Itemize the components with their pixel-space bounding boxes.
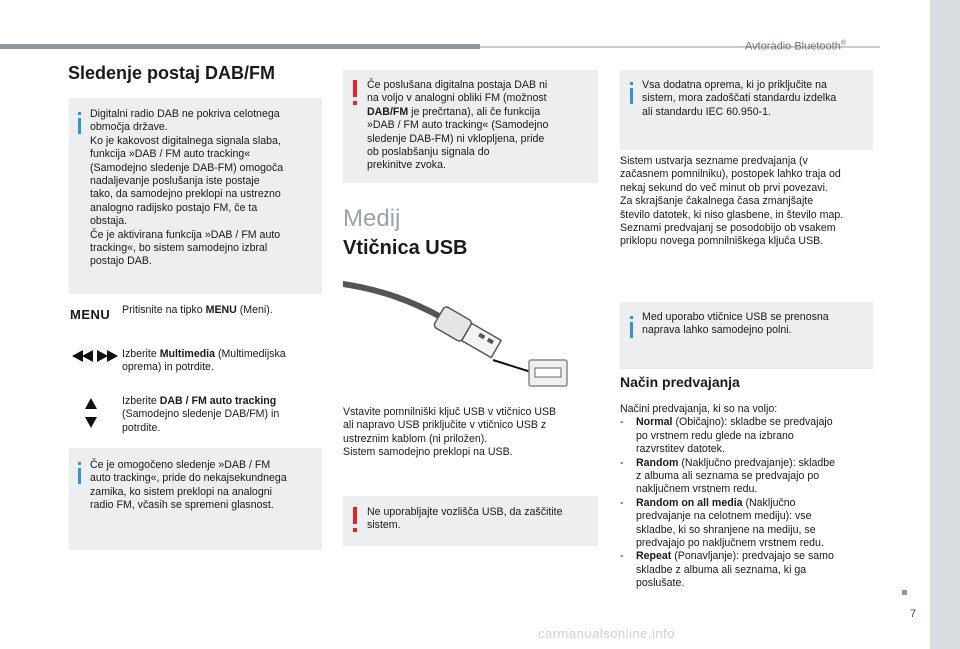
text-span: (Običajno): skladbe se predvajajo <box>672 416 833 429</box>
text-line: radio FM, včasih se spremeni glasnost. <box>90 499 274 512</box>
running-header-title: Avtoradio Bluetooth <box>745 40 841 53</box>
text-line: priklopu novega pomnilniškega ključa USB. <box>620 235 824 248</box>
left-right-arrows-icon <box>72 349 118 363</box>
step-line: (Samodejno sledenje DAB/FM) in <box>122 408 280 421</box>
list-item <box>620 457 885 497</box>
step-line <box>122 348 322 361</box>
text-line: predvajajo po naključnem vrstnem redu. <box>636 537 824 550</box>
subsection-title-usb: Vtičnica USB <box>343 237 468 259</box>
subsection-title-play-mode: Način predvajanja <box>620 374 740 390</box>
text-line: Sistem ustvarja sezname predvajanja (v <box>620 155 808 167</box>
text-line: Digitalni radio DAB ne pokriva celotnega <box>90 108 280 120</box>
text-span: je prečrtana), ali če funkcija <box>408 105 541 118</box>
step-select-multimedia <box>122 348 322 375</box>
text-line: sistem, mora zadoščati standardu izdelka <box>642 92 837 105</box>
info-icon <box>75 462 84 484</box>
section-title-dab-fm: Sledenje postaj DAB/FM <box>68 63 276 83</box>
text-line: sistem. <box>367 519 401 532</box>
play-modes <box>620 403 885 591</box>
text-line: Ko je kakovost digitalnega signala slaba, <box>90 134 281 147</box>
running-header <box>745 40 846 53</box>
usb-instructions <box>343 406 603 460</box>
text-span: (Naključno predvajanje): skladbe <box>678 456 836 469</box>
info-box-dab <box>69 98 322 294</box>
text-line: »DAB / FM auto tracking« (Samodejno <box>367 119 549 132</box>
info-box-charging <box>620 302 873 369</box>
page-marker <box>902 590 907 595</box>
step-text: (Multimedijska <box>215 348 286 360</box>
text-line <box>636 457 885 470</box>
step-key: MENU <box>205 304 237 316</box>
text-line: ustreznim kablom (ni priložen). <box>343 432 488 445</box>
bold-term: DAB/FM <box>367 105 409 118</box>
text-line: Vstavite pomnilniški ključ USB v vtičnico USB <box>343 406 557 418</box>
step-text: Izberite <box>122 348 160 360</box>
text-line: ali napravo USB priključite v vtičnico USB z <box>343 419 547 432</box>
text-line: analogno radijsko postajo FM, če ta <box>90 201 258 214</box>
text-line: Ne uporabljajte vozlišča USB, da zaščitite <box>367 506 563 518</box>
text-line: območja države. <box>90 121 168 134</box>
step-text: (Meni). <box>236 304 273 316</box>
text-line: skladbe, ki so shranjene na mediju, se <box>636 523 816 536</box>
step-press-menu <box>122 304 322 317</box>
warning-icon <box>350 80 360 106</box>
text-line: skladbe z albuma ali seznama, ki ga <box>636 563 807 576</box>
text-line: tracking«, bo sistem samodejno izbral <box>90 242 268 255</box>
watermark: carmanualsonline.info <box>538 626 675 641</box>
text-line <box>367 106 595 119</box>
warning-icon <box>350 507 360 533</box>
info-text <box>642 311 870 338</box>
page-number: 7 <box>910 608 917 620</box>
step-text: Pritisnite na tipko <box>122 304 206 316</box>
registered-mark: ® <box>840 40 846 47</box>
text-line: obstaja. <box>90 215 128 228</box>
playlist-paragraph <box>620 155 880 249</box>
text-line: Sistem samodejno preklopi na USB. <box>343 446 513 459</box>
text-line: število datotek, ki niso glasbene, in število map. <box>620 208 844 221</box>
text-span: (Naključno <box>742 496 796 509</box>
text-line: naprava lahko samodejno polni. <box>642 324 792 337</box>
text-line: auto tracking«, pride do nekajsekundnega <box>90 472 287 485</box>
side-tab <box>930 0 960 649</box>
text-line: ali standardu IEC 60.950-1. <box>642 105 771 118</box>
up-down-arrows-icon <box>84 398 98 428</box>
warning-text <box>367 506 595 533</box>
text-line: Za skrajšanje čakalnega časa zmanjšajte <box>620 195 814 208</box>
text-line: Če je aktivirana funkcija »DAB / FM auto <box>90 228 281 241</box>
section-title-media: Medij <box>343 205 401 232</box>
text-line: funkcija »DAB / FM auto tracking« <box>90 148 251 161</box>
text-line: Vsa dodatna oprema, ki jo priključite na <box>642 79 827 91</box>
step-text: Izberite <box>122 395 160 407</box>
step-line: potrdite. <box>122 421 161 434</box>
text-line: Med uporabo vtičnice USB se prenosna <box>642 311 829 323</box>
text-line <box>636 416 885 429</box>
info-box-standard <box>620 70 873 150</box>
step-line <box>122 395 322 408</box>
info-icon <box>627 82 636 104</box>
text-line: zamika, ko sistem preklopi na analogni <box>90 485 272 498</box>
step-key: DAB / FM auto tracking <box>159 395 277 407</box>
text-line: na voljo v analogni obliki FM (možnost <box>367 92 547 105</box>
mode-name: Random on all media <box>636 496 743 509</box>
text-line: (Samodejno sledenje DAB-FM) omogoča <box>90 161 284 174</box>
text-line <box>636 550 885 563</box>
play-modes-intro: Načini predvajanja, ki so na voljo: <box>620 403 778 415</box>
text-line <box>636 497 885 510</box>
info-icon <box>75 112 84 134</box>
info-text <box>90 459 320 513</box>
info-icon <box>627 316 636 338</box>
text-line: postajo DAB. <box>90 255 152 268</box>
bullet-dash: - <box>620 550 624 563</box>
list-item <box>620 497 885 551</box>
text-line: nadaljevanje poslušanja iste postaje <box>90 175 260 188</box>
text-line: nekaj sekund do več minut ob prvi povezavi. <box>620 181 828 194</box>
step-line: oprema) in potrdite. <box>122 361 214 374</box>
text-line: sledenje DAB-FM) ni vklopljena, pride <box>367 132 545 145</box>
text-line: po vrstnem redu glede na izbrano <box>636 429 794 442</box>
mode-name: Normal <box>636 416 673 429</box>
text-line: Če poslušana digitalna postaja DAB ni <box>367 79 548 91</box>
warning-box-hub <box>343 496 598 546</box>
text-line: Če je omogočeno sledenje »DAB / FM <box>90 459 271 471</box>
text-span: (Ponavljanje): predvajajo se samo <box>671 550 834 563</box>
warning-box-dab <box>343 70 598 183</box>
warning-text <box>367 79 595 173</box>
text-line: ob poslabšanju signala do <box>367 146 490 159</box>
text-line: predvajanje na celotnem mediju): vse <box>636 510 812 523</box>
text-line: z albuma ali seznama se predvajajo po <box>636 470 820 483</box>
mode-name: Repeat <box>636 550 672 563</box>
text-line: naključnem vrstnem redu. <box>636 483 758 496</box>
mode-name: Random <box>636 456 679 469</box>
text-line: Seznami predvajanj se posodobijo ob vsakem <box>620 222 836 235</box>
text-line: tako, da samodejno preklopi na ustrezno <box>90 188 281 201</box>
list-item <box>620 416 885 456</box>
info-box-tracking <box>69 448 322 550</box>
menu-key-icon: MENU <box>70 307 111 322</box>
text-line: prekinitve zvoka. <box>367 159 446 172</box>
info-text <box>90 108 320 269</box>
text-line: razvrstitev datotek. <box>636 443 725 456</box>
header-rule <box>0 44 480 49</box>
info-text <box>642 79 870 119</box>
step-select-dab-fm <box>122 395 322 435</box>
usb-plug-illustration <box>343 272 583 392</box>
text-line: začasnem pomnilniku), postopek lahko traja od <box>620 168 841 181</box>
list-item <box>620 550 885 590</box>
step-key: Multimedia <box>159 348 216 360</box>
text-line: poslušate. <box>636 577 685 590</box>
bullet-dash: - <box>620 416 624 429</box>
bullet-dash: - <box>620 496 624 509</box>
bullet-dash: - <box>620 456 624 469</box>
